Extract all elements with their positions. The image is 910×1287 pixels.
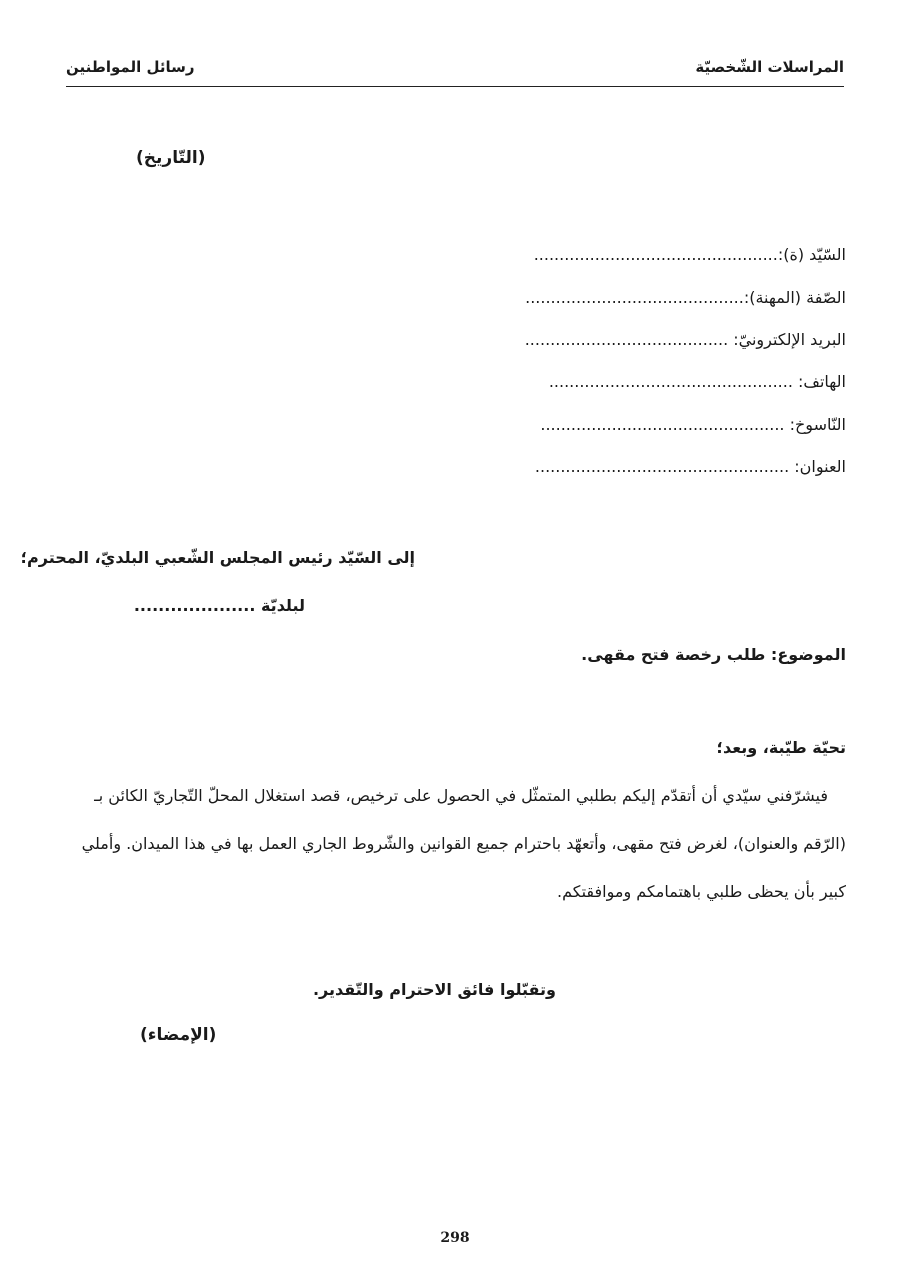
page-number: 298 — [440, 1230, 470, 1246]
sender-field-phone: الهاتف: ................................................ — [548, 372, 846, 391]
letter-closing: وتقبّلوا فائق الاحترام والتّقدير. — [312, 980, 556, 999]
sender-field-name: السّيّد (ة):................................................ — [533, 245, 846, 264]
running-header-section: رسائل المواطنين — [66, 58, 195, 76]
date-placeholder: (التّاريخ) — [136, 148, 206, 168]
body-line: (الرّقم والعنوان)، لغرض فتح مقهى، وأتعهّد باحترام جميع القوانين والشّروط الجاري العمل بها في هذا الميدان. وأملي — [81, 834, 846, 853]
recipient-municipality: لبلديّة .................... — [133, 596, 305, 615]
sender-field-profession: الصّفة (المهنة):........................................... — [525, 288, 846, 307]
running-header-chapter: المراسلات الشّخصيّة — [695, 58, 844, 76]
sender-field-fax: النّاسوخ: ................................................ — [540, 415, 846, 434]
recipient-line: إلى السّيّد رئيس المجلس الشّعبي البلديّ، المحترم؛ — [20, 548, 415, 567]
header-rule — [66, 86, 844, 87]
signature-placeholder: (الإمضاء) — [140, 1025, 217, 1045]
letter-subject: الموضوع: طلب رخصة فتح مقهى. — [581, 645, 846, 664]
body-line: فيشرّفني سيّدي أن أتقدّم إليكم بطلبي المتمثّل في الحصول على ترخيص، قصد استغلال المحلّ التّجاريّ الكائن بـ — [94, 786, 828, 805]
sender-field-address: العنوان: .................................................. — [534, 457, 846, 476]
body-line: كبير بأن يحظى طلبي باهتمامكم وموافقتكم. — [557, 882, 846, 901]
sender-field-email: البريد الإلكترونيّ: ........................................ — [524, 330, 846, 349]
letter-greeting: تحيّة طيّبة، وبعد؛ — [716, 738, 846, 757]
